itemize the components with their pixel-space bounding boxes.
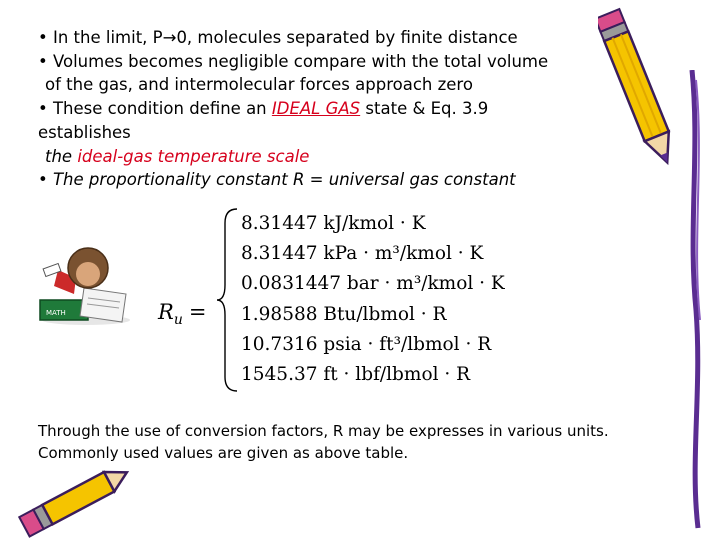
bullet-volumes-cont: of the gas, and intermolecular forces approach zero [45, 75, 473, 95]
bullet-constant: • The proportionality constant R = universal gas constant [38, 170, 516, 190]
value-row: 0.0831447 bar · m³/kmol · K [241, 273, 505, 295]
value-row: 8.31447 kPa · m³/kmol · K [241, 243, 484, 265]
temperature-scale-term: ideal-gas temperature scale [77, 146, 310, 166]
value-row: 1545.37 ft · lbf/lbmol · R [241, 364, 471, 386]
value-row: 10.7316 psia · ft³/lbmol · R [241, 333, 492, 355]
brace-icon [215, 205, 241, 395]
ideal-gas-term: IDEAL GAS [271, 99, 361, 119]
bullet-list [38, 26, 618, 192]
book-label: MATH [46, 309, 66, 317]
bullet-limit: • In the limit, P→0, molecules separated by finite distance [38, 28, 518, 47]
decorative-border [682, 70, 708, 530]
gas-constant-values [241, 209, 505, 390]
bullet-ideal-gas: • These condition define an IDEAL GAS state & Eq. 3.9 [38, 99, 489, 119]
value-row: 8.31447 kJ/kmol · K [241, 213, 426, 234]
bullet-ideal-gas-scale: the ideal-gas temperature scale [45, 146, 310, 166]
bullet-ideal-gas-cont: establishes [38, 122, 131, 142]
student-reading-icon [36, 240, 134, 328]
gas-constant-symbol: $R_u$ = [158, 300, 207, 329]
value-row: 1.98588 Btu/lbmol · R [241, 303, 447, 325]
conversion-note: Through the use of conversion factors, R may be expresses in various units. Commonly used values are given as above table. [38, 422, 609, 462]
pencil-icon [598, 2, 678, 177]
arrow-icon: → [162, 28, 177, 47]
pencil-icon [8, 462, 138, 540]
bullet-volumes: • Volumes becomes negligible compare with the total volume [38, 51, 549, 71]
gas-constant-table [155, 205, 515, 395]
